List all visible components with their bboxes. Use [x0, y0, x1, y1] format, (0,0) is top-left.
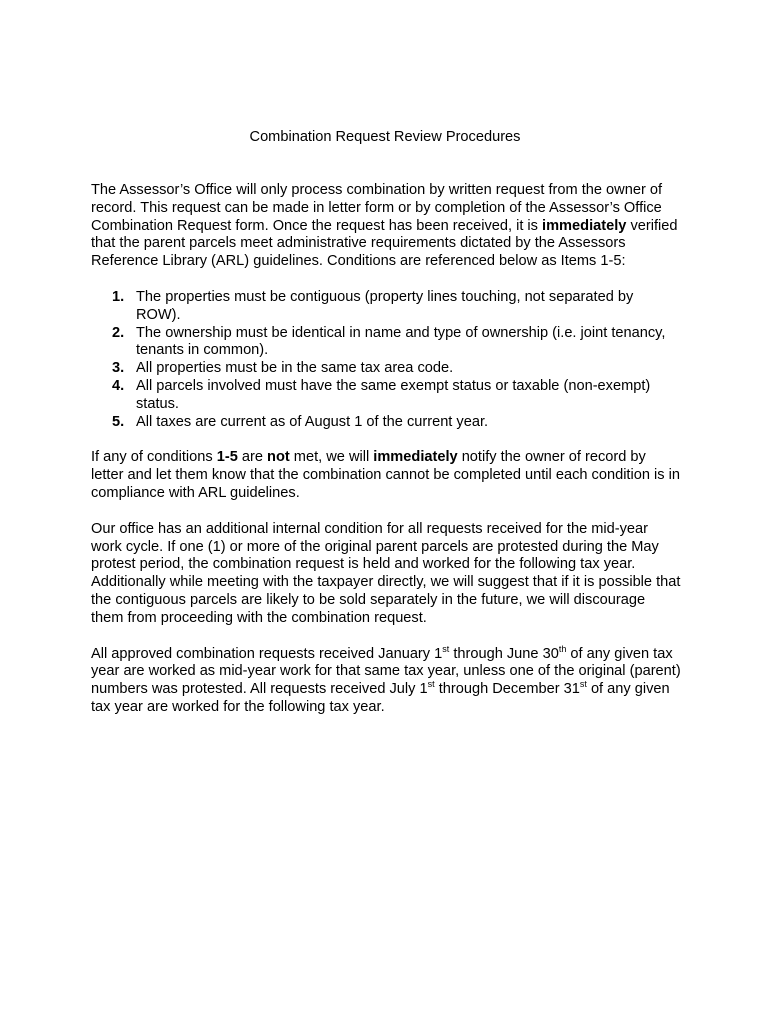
schedule-text-2: through June 30: [449, 645, 559, 662]
schedule-text-5: of any given tax year are worked for the following tax year.: [91, 681, 670, 715]
notice-text-3: met, we will: [289, 449, 374, 466]
condition-number: 4.: [112, 377, 125, 394]
condition-number: 1.: [112, 288, 125, 305]
condition-item: [112, 360, 681, 378]
schedule-text-4: through December 31: [434, 681, 580, 698]
condition-item: [112, 288, 681, 325]
schedule-text-3: of any given tax year are worked as mid-year work for that same tax year, unless one of the original (parent) numbers was protested. All requests received July 1: [91, 645, 681, 698]
notice-text-4: notify the owner of record by letter and let them know that the combination cannot be completed until each condition is in compliance with ARL guidelines.: [91, 449, 680, 501]
ordinal-suffix: th: [558, 643, 567, 654]
notice-text-2: are: [237, 449, 268, 466]
notice-paragraph: [91, 449, 681, 502]
ordinal-suffix: st: [427, 679, 435, 690]
condition-text: All parcels involved must have the same exempt status or taxable (non-exempt) status.: [136, 377, 651, 412]
internal-condition-paragraph: Our office has an additional internal condition for all requests received for the mid-year work cycle. If one (1) or more of the original parent parcels are protested during the May protest period, the combination request is held and worked for the following tax year. Additionally while meeting with the taxpayer directly, we will suggest that if it is possible that the contiguous parcels are likely to be sold separately in the future, we will discourage them from proceeding with the combination request.: [91, 520, 681, 626]
notice-text-1: If any of conditions: [91, 449, 217, 466]
intro-paragraph: [91, 182, 681, 271]
condition-item: [112, 413, 681, 432]
condition-item: [112, 377, 681, 414]
ordinal-suffix: st: [579, 679, 587, 690]
intro-emphasis: immediately: [542, 217, 627, 234]
intro-text-1: The Assessor’s Office will only process combination by written request from the owner of record. This request can be made in letter form or by completion of the Assessor’s Office Combination Request form. Once the request has been received, it is: [91, 182, 663, 234]
schedule-paragraph: [91, 643, 681, 717]
document-body: [91, 182, 681, 717]
schedule-text-1: All approved combination requests received January 1: [91, 645, 443, 662]
page-title: Combination Request Review Procedures: [249, 129, 521, 145]
condition-item: [112, 324, 681, 361]
condition-number: 5.: [112, 413, 125, 430]
notice-emphasis-not: not: [267, 449, 290, 466]
condition-number: 2.: [112, 324, 125, 341]
condition-number: 3.: [112, 360, 125, 377]
notice-emphasis-immediately: immediately: [373, 449, 458, 466]
conditions-list: [91, 289, 681, 431]
condition-text: All taxes are current as of August 1 of the current year.: [136, 413, 489, 430]
ordinal-suffix: st: [442, 643, 450, 654]
notice-emphasis-range: 1-5: [216, 449, 238, 466]
condition-text: The properties must be contiguous (property lines touching, not separated by ROW).: [136, 288, 634, 323]
condition-text: The ownership must be identical in name and type of ownership (i.e. joint tenancy, tenants in common).: [136, 324, 666, 359]
condition-text: All properties must be in the same tax area code.: [136, 360, 454, 377]
intro-text-2: verified that the parent parcels meet administrative requirements dictated by the Assessors Reference Library (ARL) guidelines. Conditions are referenced below as Items 1-5:: [91, 217, 678, 270]
